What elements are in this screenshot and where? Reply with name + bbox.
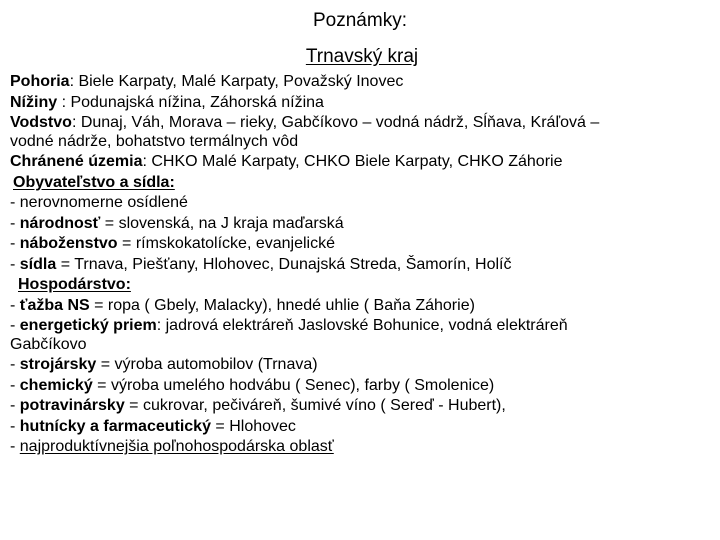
sidla-text: = Trnava, Piešťany, Hlohovec, Dunajská Streda, Šamorín, Holíč bbox=[56, 255, 512, 273]
narodnost-text: = slovenská, na J kraja maďarská bbox=[100, 214, 344, 232]
line-pohoria bbox=[10, 72, 715, 93]
notes-body bbox=[10, 72, 715, 458]
sidla-label: sídla bbox=[19, 255, 57, 273]
hospodarstvo-heading: Hospodárstvo: bbox=[18, 276, 131, 293]
bullet-dash: - bbox=[10, 235, 20, 252]
line-nabozenstvo bbox=[10, 234, 715, 255]
line-energeticky-cont: Gabčíkovo bbox=[10, 335, 87, 353]
chranene-label: Chránené územia bbox=[10, 153, 143, 170]
line-polnohospodarstvo bbox=[10, 437, 715, 458]
bullet-dash: - bbox=[10, 214, 20, 232]
narodnost-label: národnosť bbox=[19, 214, 101, 232]
line-energeticky bbox=[10, 316, 715, 337]
tazba-text: = ropa ( Gbely, Malacky), hnedé uhlie ( Baňa Záhorie) bbox=[89, 296, 475, 314]
line-vodstvo-cont: vodné nádrže, bohatstvo termálnych vôd bbox=[10, 132, 299, 150]
energeticky-text: : jadrová elektráreň Jaslovské Bohunice, vodná elektráreň bbox=[156, 317, 568, 334]
line-tazba bbox=[10, 296, 715, 317]
bullet-dash: - bbox=[10, 438, 20, 455]
bullet-dash: - bbox=[10, 255, 20, 273]
niziny-label: Nížiny bbox=[10, 93, 58, 111]
pohoria-label: Pohoria bbox=[10, 73, 70, 90]
chranene-text: : CHKO Malé Karpaty, CHKO Biele Karpaty, CHKO Záhorie bbox=[142, 153, 563, 170]
line-obyvatelstvo-heading bbox=[10, 173, 715, 194]
line-osidlenie: - nerovnomerne osídlené bbox=[10, 194, 188, 211]
vodstvo-label: Vodstvo bbox=[10, 114, 72, 131]
line-vodstvo bbox=[10, 113, 715, 134]
page-title: Poznámky: bbox=[313, 10, 407, 31]
bullet-dash: - bbox=[10, 317, 20, 334]
potravinarsky-label: potravinársky bbox=[19, 397, 125, 414]
strojarsky-text: = výroba automobilov (Trnava) bbox=[96, 356, 318, 373]
vodstvo-text: : Dunaj, Váh, Morava – rieky, Gabčíkovo – vodná nádrž, Sĺňava, Kráľová – bbox=[71, 114, 600, 131]
line-sidla bbox=[10, 255, 715, 276]
polnohospodarstvo-text: najproduktívnejšia poľnohospodárska oblasť bbox=[19, 438, 334, 455]
strojarsky-label: strojársky bbox=[19, 356, 97, 373]
nabozenstvo-text: = rímskokatolícke, evanjelické bbox=[117, 235, 335, 252]
line-hospodarstvo-heading bbox=[10, 275, 715, 296]
chemicky-label: chemický bbox=[19, 376, 93, 394]
bullet-dash: - bbox=[10, 296, 20, 314]
nabozenstvo-label: náboženstvo bbox=[19, 235, 118, 252]
hutnicky-label: hutnícky a farmaceutický bbox=[19, 417, 211, 435]
line-narodnost bbox=[10, 214, 715, 235]
bullet-dash: - bbox=[10, 397, 20, 414]
obyvatelstvo-heading: Obyvateľstvo a sídla: bbox=[13, 173, 175, 191]
line-chemicky bbox=[10, 376, 715, 397]
region-subtitle: Trnavský kraj bbox=[305, 46, 419, 67]
line-potravinarsky bbox=[10, 396, 715, 417]
bullet-dash: - bbox=[10, 376, 20, 394]
pohoria-text: : Biele Karpaty, Malé Karpaty, Považský Inovec bbox=[69, 73, 404, 90]
energeticky-label: energetický priem bbox=[19, 317, 157, 334]
niziny-text: : Podunajská nížina, Záhorská nížina bbox=[57, 93, 324, 111]
chemicky-text: = výroba umelého hodvábu ( Senec), farby ( Smolenice) bbox=[92, 376, 495, 394]
potravinarsky-text: = cukrovar, pečiváreň, šumivé víno ( Sereď - Hubert), bbox=[124, 397, 506, 414]
tazba-label: ťažba NS bbox=[19, 296, 90, 314]
hutnicky-text: = Hlohovec bbox=[210, 417, 296, 435]
line-strojarsky bbox=[10, 355, 715, 376]
line-niziny bbox=[10, 93, 715, 114]
bullet-dash: - bbox=[10, 417, 20, 435]
bullet-dash: - bbox=[10, 356, 20, 373]
line-hutnicky bbox=[10, 417, 715, 438]
line-chranene-uzemia bbox=[10, 152, 715, 173]
